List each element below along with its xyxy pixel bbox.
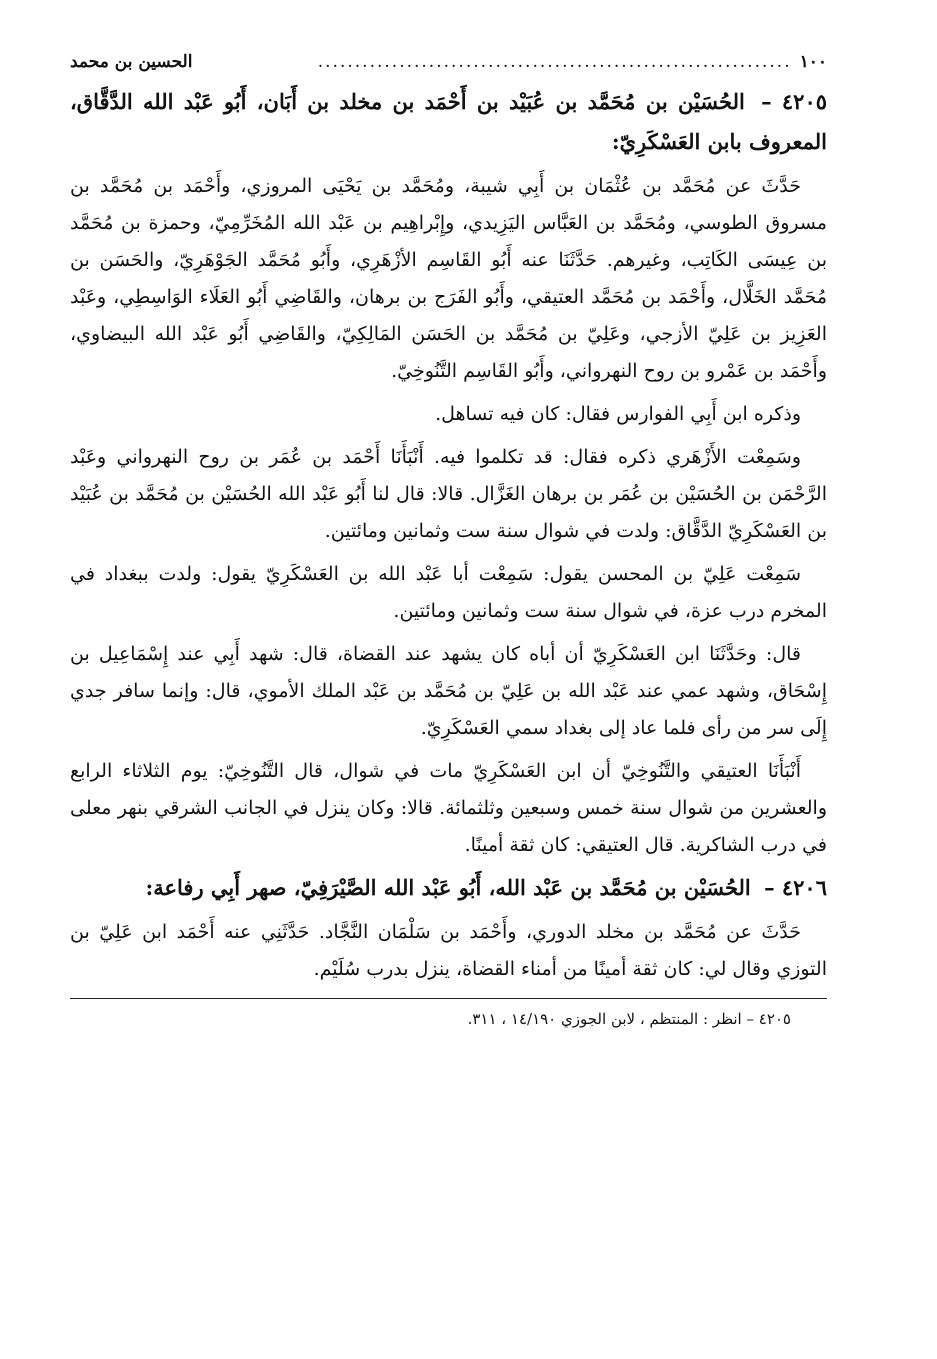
header-dot-leader: ................................................................ bbox=[317, 52, 792, 72]
header-name: الحسين بن محمد bbox=[70, 52, 193, 72]
document-page bbox=[70, 52, 827, 1339]
entry-paragraph: حَدَّثَ عن مُحَمَّد بن مخلد الدوري، وأَحْمَد بن سَلْمَان النَّجَّاد. حَدَّثَنِي عنه أَحْمَد ابن عَلِيّ بن التوزي وقال لي: كان ثقة أمينًا من أمناء القضاة، ينزل بدرب سُلَيْم. bbox=[70, 921, 827, 980]
entry-paragraph: وذكره ابن أَبِي الفوارس فقال: كان فيه تساهل. bbox=[435, 403, 801, 425]
running-header bbox=[70, 52, 827, 82]
entry-heading-4205 bbox=[70, 82, 827, 162]
entry-paragraph: أَنْبَأَنَا العتيقي والتَّنُوخِيّ أن ابن العَسْكَرِيّ مات في شوال، قال التَّنُوخِيّ: يوم الثلاثاء الرابع والعشرين من شوال سنة خمس وسبعين وثلثمائة. قالا: وكان ينزل في الجانب الشرقي بنهر معلى في درب الشاكرية. قال العتيقي: كان ثقة أمينًا. bbox=[70, 760, 827, 856]
footnote-divider bbox=[70, 998, 827, 999]
entry-title: الحُسَيْن بن مُحَمَّد بن عَبْد الله، أَبُو عَبْد الله الصَّيْرَفِيّ، صهر أَبِي رفاعة: bbox=[145, 875, 751, 900]
entry-number: ٤٢٠٥ – bbox=[761, 89, 828, 114]
entry-title: الحُسَيْن بن مُحَمَّد بن عُبَيْد بن أَحْمَد بن مخلد بن أَبَان، أَبُو عَبْد الله الدَّقَّاق، المعروف بابن العَسْكَرِيّ: bbox=[70, 89, 827, 154]
page-number: ١٠٠ bbox=[799, 52, 827, 72]
entry-number: ٤٢٠٦ – bbox=[764, 875, 827, 900]
entry-paragraph: وسَمِعْت الأَزْهَري ذكره فقال: قد تكلموا فيه. أَنْبَأَنَا أَحْمَد بن عُمَر بن روح النهرواني وعَبْد الرَّحْمَن بن الحُسَيْن بن عُمَر بن برهان الغَزَّال. قالا: قال لنا أَبُو عَبْد الله الحُسَيْن بن مُحَمَّد بن عُبَيْد بن العَسْكَرِيّ الدَّقَّاق: ولدت في شوال سنة ست وثمانين ومائتين. bbox=[70, 446, 827, 542]
entry-paragraph: سَمِعْت عَلِيّ بن المحسن يقول: سَمِعْت أبا عَبْد الله بن العَسْكَرِيّ يقول: ولدت ببغداد في المخرم درب عزة، في شوال سنة ست وثمانين ومائتين. bbox=[70, 563, 827, 622]
entry-heading-4206 bbox=[70, 868, 827, 908]
entry-paragraph: حَدَّثَ عن مُحَمَّد بن عُثْمَان بن أَبِي شيبة، ومُحَمَّد بن يَحْيَى المروزي، وأَحْمَد بن مُحَمَّد بن مسروق الطوسي، ومُحَمَّد بن العَبَّاس اليَزِيدي، وإِبْراهِيم بن عَبْد الله المُخَرِّمِيّ، وحمزة بن مُحَمَّد بن عِيسَى الكَاتِب، وغيرهم. حَدَّثَنَا عنه أَبُو القَاسِم الأزْهَرِي، وأَبُو مُحَمَّد الجَوْهَرِيّ، والحَسَن بن مُحَمَّد الخَلَّال، وأَحْمَد بن مُحَمَّد العتيقي، وأَبُو الفَرَج بن برهان، والقَاضِي أَبُو العَلَاء الوَاسِطِي، وعَبْد العَزِيز بن عَلِيّ الأزجي، وعَلِيّ بن مُحَمَّد بن الحَسَن المَالِكِيّ، والقَاضِي أَبُو عَبْد الله البيضاوي، وأَحْمَد بن عَمْرو بن روح النهرواني، وأَبُو القَاسِم التَّنُوخِيّ. bbox=[70, 175, 827, 382]
footnote: ٤٢٠٥ – انظر : المنتظم ، لابن الجوزي ١٤/١٩٠ ، ٣١١. bbox=[467, 1010, 791, 1028]
entry-paragraph: قال: وحَدَّثَنَا ابن العَسْكَرِيّ أن أباه كان يشهد عند القضاة، قال: شهد أَبِي عند إِسْمَاعِيل بن إِسْحَاق، وشهد عمي عند عَبْد الله بن عَلِيّ بن مُحَمَّد بن عَبْد الملك الأموي، قال: وإنما سافر جدي إِلَى سر من رأى فلما عاد إلى بغداد سمي العَسْكَرِيّ. bbox=[70, 643, 827, 739]
